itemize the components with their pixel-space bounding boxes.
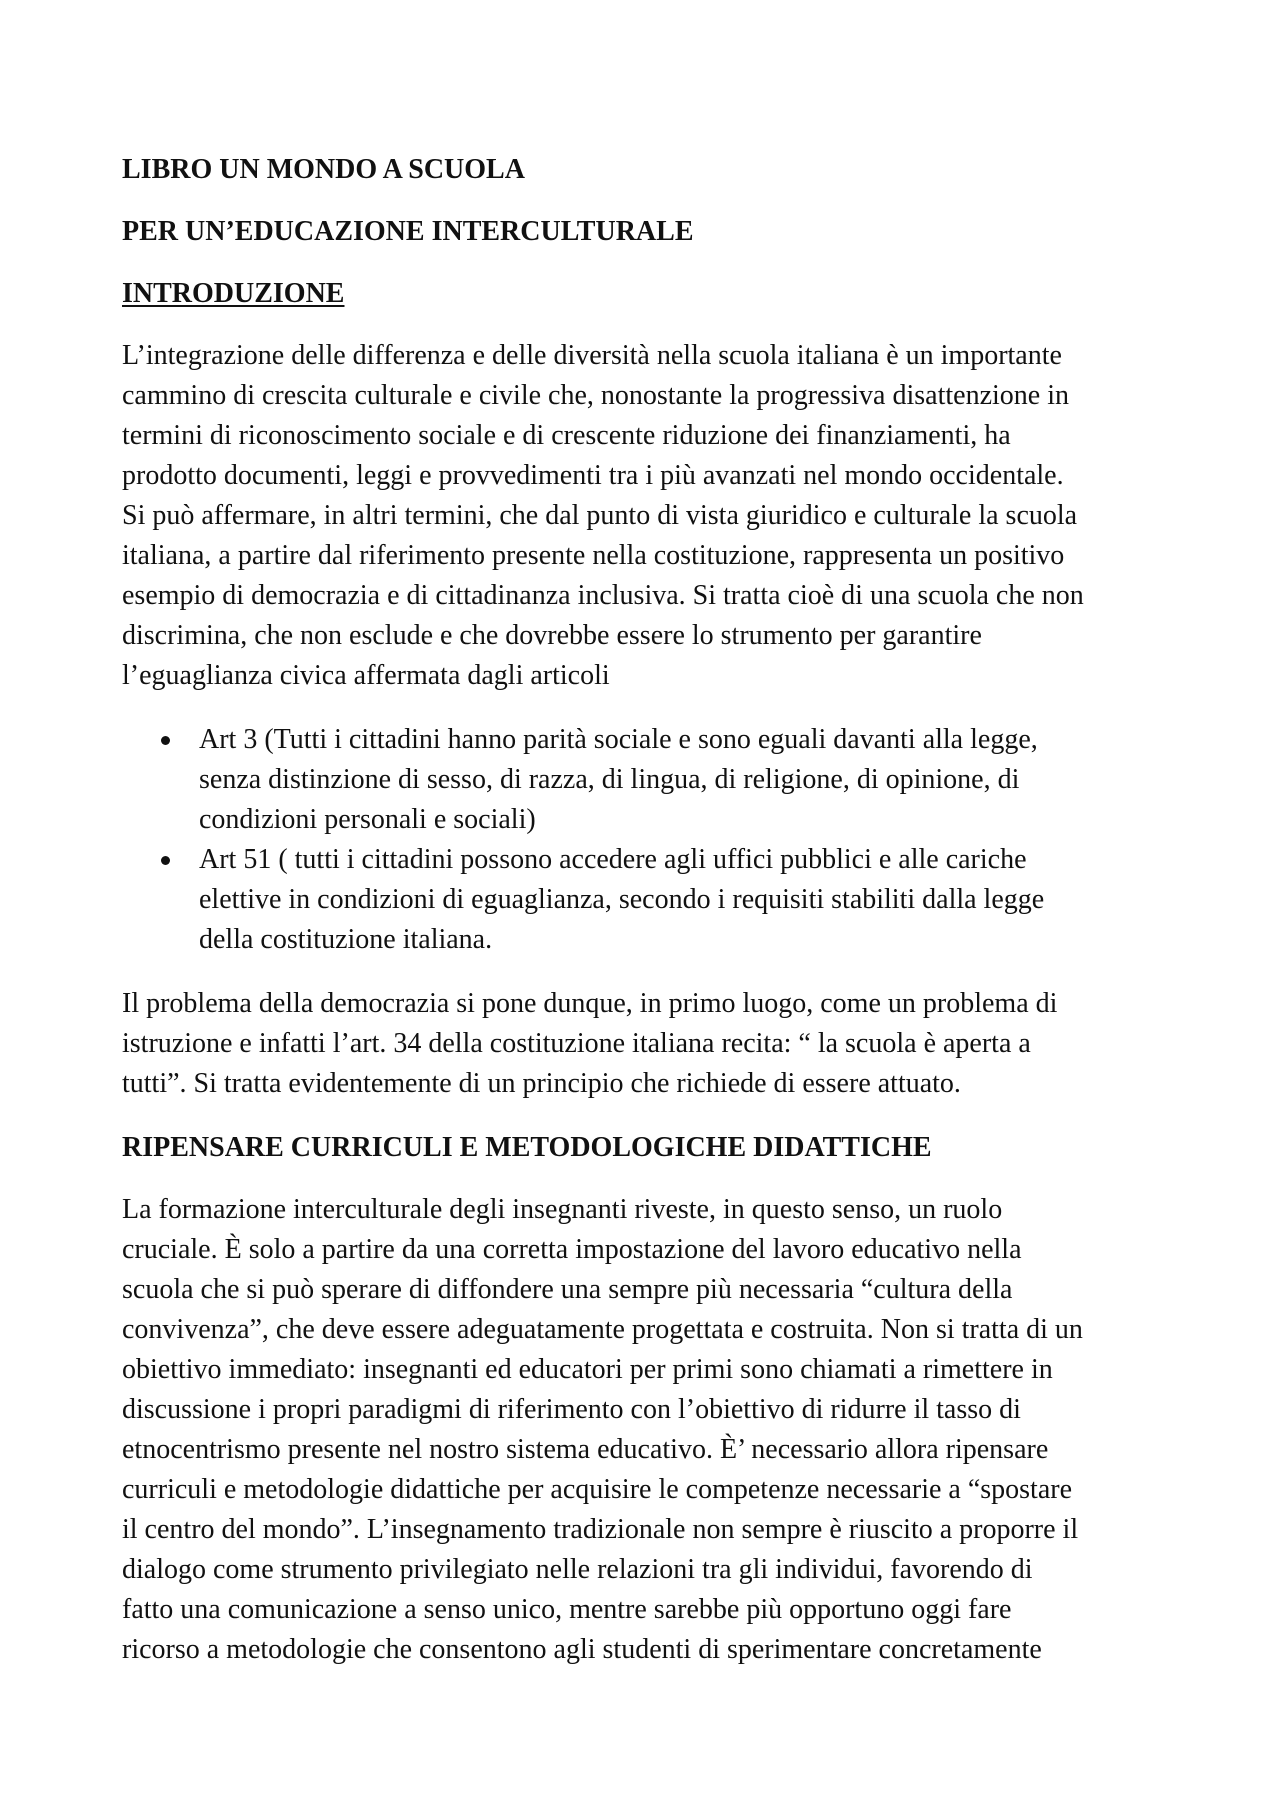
text-line: La formazione interculturale degli insegnanti riveste, in questo senso, un ruolo [122,1194,1003,1225]
text-line: esempio di democrazia e di cittadinanza inclusiva. Si tratta cioè di una scuola che non [122,580,1084,611]
list-item-art-3 [122,720,1182,840]
democracy-paragraph [122,984,1182,1104]
text-line: della costituzione italiana. [199,924,493,955]
text-line: obiettivo immediato: insegnanti ed educatori per primi sono chiamati a rimettere in [122,1354,1053,1385]
text-line: istruzione e infatti l’art. 34 della costituzione italiana recita: “ la scuola è aperta a [122,1028,1031,1059]
text-line: elettive in condizioni di eguaglianza, secondo i requisiti stabiliti dalla legge [199,884,1045,915]
text-line: senza distinzione di sesso, di razza, di lingua, di religione, di opinione, di [199,764,1020,795]
text-line: condizioni personali e sociali) [199,804,536,835]
text-line: ricorso a metodologie che consentono agli studenti di sperimentare concretamente [122,1634,1042,1665]
bullet-icon [161,856,170,865]
articles-list [122,720,1182,960]
text-line: convivenza”, che deve essere adeguatamente progettata e costruita. Non si tratta di un [122,1314,1083,1345]
text-line: tutti”. Si tratta evidentemente di un principio che richiede di essere attuato. [122,1068,961,1099]
text-line: Si può affermare, in altri termini, che dal punto di vista giuridico e culturale la scuola [122,500,1078,531]
intro-paragraph [122,336,1182,696]
text-line: Il problema della democrazia si pone dunque, in primo luogo, come un problema di [122,988,1058,1019]
section-heading-ripensare: RIPENSARE CURRICULI E METODOLOGICHE DIDATTICHE [122,1132,932,1163]
text-line: Art 51 ( tutti i cittadini possono accedere agli uffici pubblici e alle cariche [199,844,1027,875]
document-title: LIBRO UN MONDO A SCUOLA [122,154,525,185]
text-line: l’eguaglianza civica affermata dagli articoli [122,660,610,691]
document-page [122,150,1182,1694]
text-line: il centro del mondo”. L’insegnamento tradizionale non sempre è riuscito a proporre il [122,1514,1079,1545]
text-line: italiana, a partire dal riferimento presente nella costituzione, rappresenta un positivo [122,540,1065,571]
text-line: termini di riconoscimento sociale e di crescente riduzione dei finanziamenti, ha [122,420,1011,451]
text-line: scuola che si può sperare di diffondere una sempre più necessaria “cultura della [122,1274,1013,1305]
text-line: etnocentrismo presente nel nostro sistema educativo. È’ necessario allora ripensare [122,1434,1049,1465]
text-line: prodotto documenti, leggi e provvedimenti tra i più avanzati nel mondo occidentale. [122,460,1064,491]
text-line: Art 3 (Tutti i cittadini hanno parità sociale e sono eguali davanti alla legge, [199,724,1038,755]
text-line: fatto una comunicazione a senso unico, mentre sarebbe più opportuno oggi fare [122,1594,1012,1625]
text-line: cammino di crescita culturale e civile che, nonostante la progressiva disattenzione in [122,380,1069,411]
document-subtitle: PER UN’EDUCAZIONE INTERCULTURALE [122,216,694,247]
text-line: discrimina, che non esclude e che dovrebbe essere lo strumento per garantire [122,620,982,651]
list-item-art-51 [122,840,1182,960]
text-line: L’integrazione delle differenza e delle diversità nella scuola italiana è un importante [122,340,1062,371]
bullet-icon [161,736,170,745]
text-line: cruciale. È solo a partire da una corretta impostazione del lavoro educativo nella [122,1234,1022,1265]
section-heading-introduzione: INTRODUZIONE [122,278,345,309]
text-line: dialogo come strumento privilegiato nelle relazioni tra gli individui, favorendo di [122,1554,1033,1585]
section2-paragraph [122,1190,1182,1670]
text-line: discussione i propri paradigmi di riferimento con l’obiettivo di ridurre il tasso di [122,1394,1021,1425]
text-line: curriculi e metodologie didattiche per acquisire le competenze necessarie a “spostare [122,1474,1073,1505]
